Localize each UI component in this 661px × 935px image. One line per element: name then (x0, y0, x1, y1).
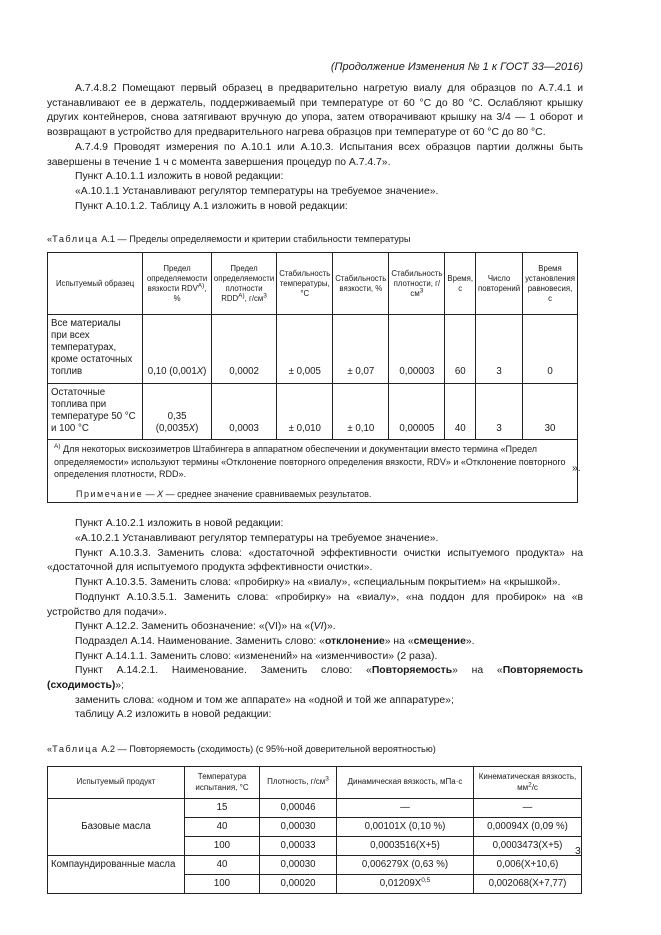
paragraph-a1012-instruction: Пункт А.10.1.2. Таблицу А.1 изложить в новой редакции: (75, 200, 348, 212)
col-header-dens-stability (389, 253, 445, 315)
footnote-text: Для некоторых вискозиметров Штабингера в аппаратном обеспечении и документации вместо термина «Предел определяемости» используют термины «Отклонение повторного определения вязкости, RDV» и «Отклонение повторного определения плотности, RDD». (54, 444, 566, 480)
cell-rdv (143, 384, 212, 440)
p14-bold-new: Повторяемость (сходимость) (47, 665, 583, 692)
cell-visc-stability: ± 0,10 (333, 384, 389, 440)
caption-word: Таблица (52, 234, 99, 245)
paragraph-a14 (47, 635, 583, 650)
cell-density: 0,00020 (260, 875, 337, 894)
cell-temperature: 100 (185, 837, 260, 856)
document-body (47, 82, 583, 894)
cell-temp-stability: ± 0,010 (277, 384, 333, 440)
cell-dynamic-viscosity: 0,00101X (0,10 %) (337, 818, 474, 837)
table-a2-header-row (48, 767, 582, 799)
footnote-mark: А) (54, 443, 61, 451)
col-header-sample (48, 253, 143, 315)
rdv-sup: А) (197, 282, 205, 290)
cell-rdd: 0,0003 (211, 384, 276, 440)
rdv-label: Предел определяемости вязкости RDV (146, 263, 208, 293)
table-a2 (47, 735, 582, 894)
density-unit-exp: 3 (325, 775, 329, 783)
dens-unit-exp: 3 (419, 287, 424, 295)
p12-bold-old: отклонение (324, 635, 385, 647)
cell-temp-stability: ± 0,005 (277, 315, 333, 384)
paragraph-a1021-text: «А.10.2.1 Устанавливают регулятор температуры на требуемое значение». (75, 533, 439, 545)
p14-bold-old: Повторяемость (371, 665, 453, 677)
col-header-temp-stability (277, 253, 333, 315)
kinematic-viscosity-label: Кинематическая вязкость, мм (478, 772, 577, 792)
caption-open-quote: « (47, 234, 53, 245)
p14-text-a: Пункт А.14.2.1. Наименование. Заменить слово: « (75, 665, 372, 677)
rdd-unit-exp: 3 (263, 292, 267, 300)
note-text: — среднее значение сравниваемых результатов. (163, 488, 372, 499)
note-dash: — (143, 488, 158, 499)
col-header-temperature (185, 767, 260, 799)
cell-temperature: 40 (185, 856, 260, 875)
table-a1-note (54, 488, 571, 501)
note-word: Примечание (76, 488, 144, 499)
p11-text-b: )». (323, 621, 336, 633)
page-number: 3 (575, 846, 581, 857)
temperature-label: Температура испытания, °С (195, 772, 249, 792)
cell-rdv (143, 315, 212, 384)
cell-kinematic-viscosity: 0,002068(X+7,77) (474, 875, 582, 894)
table-a1-footnote (48, 440, 578, 503)
cell-time: 40 (445, 384, 476, 440)
paragraph-a10351: Подпункт А.10.3.5.1. Заменить слова: «пробирку» на «виалу», «на поддон для пробирок» на «в устройство для подачи». (47, 591, 583, 618)
cell-repeats: 3 (476, 315, 523, 384)
col-header-visc-stability (333, 253, 389, 315)
table-a1-row-all-materials (48, 315, 578, 384)
caption-text: А.1 — Пределы определяемости и критерии стабильности температуры (98, 234, 411, 245)
cell-dynamic-viscosity: — (337, 799, 474, 818)
rdv-close: ) (195, 423, 199, 435)
paragraph-a1011-instruction: Пункт А.10.1.1 изложить в новой редакции: (75, 171, 284, 183)
p11-text-a: Пункт А.12.2. Заменить обозначение: «(VI)» на «( (75, 621, 314, 633)
p12-text-c: » на « (384, 635, 414, 647)
dynamic-viscosity-formula: 0,01209X (379, 878, 422, 890)
col-header-kinematic-viscosity (474, 767, 582, 799)
col-header-time (445, 253, 476, 315)
col-header-product (48, 767, 185, 799)
cell-dynamic-viscosity: 0,0003516(X+5) (337, 837, 474, 856)
paragraph-a7482: А.7.4.8.2 Помещают первый образец в предварительно нагретую виалу для образцов по А.7.4.1 и устанавливают ее в держатель, поддерживаемый при температуре от 60 °С до 80 °С. Ослабляют крышку других контейнеров, снова затягивают вручную до упора, затем отворачивают крышку на 3/4 — 1 оборот и возвращают в устройство для предварительного нагрева образцов при температуре от 60 °С до 80 °С. (47, 83, 583, 139)
density-label: Плотность, г/см (267, 777, 326, 787)
cell-density: 0,00046 (260, 799, 337, 818)
paragraph-table-a2-instruction: таблицу А.2 изложить в новой редакции: (75, 709, 272, 721)
rdv-close: ) (203, 366, 207, 378)
table-a2-caption (47, 735, 582, 766)
cell-density: 0,00033 (260, 837, 337, 856)
table-a1 (47, 223, 578, 503)
cell-dens-stability: 0,00003 (389, 315, 445, 384)
rdv-x: X (196, 366, 204, 378)
kinematic-unit-exp: 2 (528, 781, 532, 789)
rdv-value: 0,35 (0,0035 (155, 411, 189, 435)
paragraph-a1021-instruction: Пункт А.10.2.1 изложить в новой редакции: (75, 518, 284, 530)
cell-sample: Остаточные топлива при температуре 50 °С и 100 °С (48, 384, 143, 440)
p12-text-a: Подраздел А.14. Наименование. Заменить слово: « (75, 635, 325, 647)
col-header-dynamic-viscosity (337, 767, 474, 799)
cell-temperature: 100 (185, 875, 260, 894)
cell-kinematic-viscosity: 0,00094X (0,09 %) (474, 818, 582, 837)
cell-sample: Все материалы при всех температурах, кроме остаточных топлив (48, 315, 143, 384)
dens-stability-label: Стабильность плотности, г/см (391, 268, 443, 298)
p14-text-c: » на « (452, 665, 503, 677)
paragraph-a1033: Пункт А.10.3.3. Заменить слова: «достаточной эффективности очистки испытуемого продукта» на «достаточной для испытуемого продукта эффективности очистки». (47, 547, 583, 574)
cell-density: 0,00030 (260, 818, 337, 837)
time-label: Время, с (447, 273, 474, 293)
table-a1-row-residual-fuels (48, 384, 578, 440)
paragraph-a122 (47, 620, 583, 635)
rdd-label: Предел определяемости плотности RDD (213, 263, 275, 303)
temp-stability-label: Стабильность температуры, °С (279, 268, 331, 298)
cell-group-base-oils: Базовые масла (48, 799, 185, 856)
rdd-sup: А) (238, 292, 245, 300)
rdv-value: 0,10 (0,001 (147, 366, 197, 378)
cell-kinematic-viscosity: — (474, 799, 582, 818)
note-x: X (157, 488, 164, 499)
paragraph-a1035: Пункт А.10.3.5. Заменить слова: «пробирку» на «виалу», «специальным покрытием» на «крышкой». (75, 577, 561, 589)
col-header-equilibrium (523, 253, 578, 315)
cell-kinematic-viscosity: 0,006(X+10,6) (474, 856, 582, 875)
col-header-sample-text: Испытуемый образец (55, 278, 135, 288)
col-header-rdd (211, 253, 276, 315)
cell-dens-stability: 0,00005 (389, 384, 445, 440)
col-header-rdv (143, 253, 212, 315)
visc-stability-label: Стабильность вязкости, % (335, 273, 387, 293)
cell-equilibrium: 30 (523, 384, 578, 440)
p14-text-d: »; (115, 680, 124, 692)
dynamic-viscosity-label: Динамическая вязкость, мПа·с (347, 777, 463, 787)
caption-text: А.2 — Повторяемость (сходимость) (с 95%-ной доверительной вероятностью) (98, 744, 436, 755)
p12-bold-new: смещение (413, 635, 466, 647)
cell-density: 0,00030 (260, 856, 337, 875)
caption-open-quote: « (47, 744, 53, 755)
table-a2-row (48, 799, 582, 818)
cell-visc-stability: ± 0,07 (333, 315, 389, 384)
cell-group-compounded-oils: Компаундированные масла (48, 856, 185, 894)
page-header: (Продолжение Изменения № 1 к ГОСТ 33—2016) (330, 61, 583, 73)
p11-italic: VI (313, 621, 324, 633)
table-a1-header-row (48, 253, 578, 315)
table-a1-caption (47, 223, 578, 252)
repeats-label: Число повторений (478, 273, 521, 293)
p12-text-d: ». (465, 635, 475, 647)
paragraph-a749: А.7.4.9 Проводят измерения по А.10.1 или А.10.3. Испытания всех образцов партии должны быть завершены в течение 1 ч с момента завершения процедур по А.7.4.7». (47, 141, 583, 168)
table-a1-closing-quote: ». (572, 463, 581, 474)
cell-dynamic-viscosity: 0,006279X (0,63 %) (337, 856, 474, 875)
equilibrium-label: Время установления равновесия, с (525, 263, 575, 303)
paragraph-a1411: Пункт А.14.1.1. Заменить слово: «изменений» на «изменчивости» (2 раза). (75, 650, 438, 662)
cell-rdd: 0,0002 (211, 315, 276, 384)
formula-exponent: 0,5 (421, 876, 431, 884)
caption-word: Таблица (52, 744, 99, 755)
cell-dynamic-viscosity (337, 875, 474, 894)
rdv-x: X (188, 423, 196, 435)
rdd-unit: , г/см (244, 293, 264, 303)
rdv-unit: , % (173, 283, 207, 303)
cell-repeats: 3 (476, 384, 523, 440)
cell-temperature: 15 (185, 799, 260, 818)
cell-kinematic-viscosity: 0,0003473(X+5) (474, 837, 582, 856)
product-label: Испытуемый продукт (76, 777, 156, 787)
table-a1-footnote-row (48, 440, 578, 503)
paragraph-a1421 (47, 664, 583, 693)
cell-equilibrium: 0 (523, 315, 578, 384)
paragraph-a1011-text: «А.10.1.1 Устанавливают регулятор температуры на требуемое значение». (75, 185, 439, 197)
cell-time: 60 (445, 315, 476, 384)
cell-temperature: 40 (185, 818, 260, 837)
table-a2-row (48, 856, 582, 875)
kinematic-unit-tail: /с (531, 782, 538, 792)
col-header-density (260, 767, 337, 799)
paragraph-replace-words: заменить слова: «одном и том же аппарате» на «одной и той же аппаратуре»; (75, 694, 454, 706)
col-header-repeats (476, 253, 523, 315)
